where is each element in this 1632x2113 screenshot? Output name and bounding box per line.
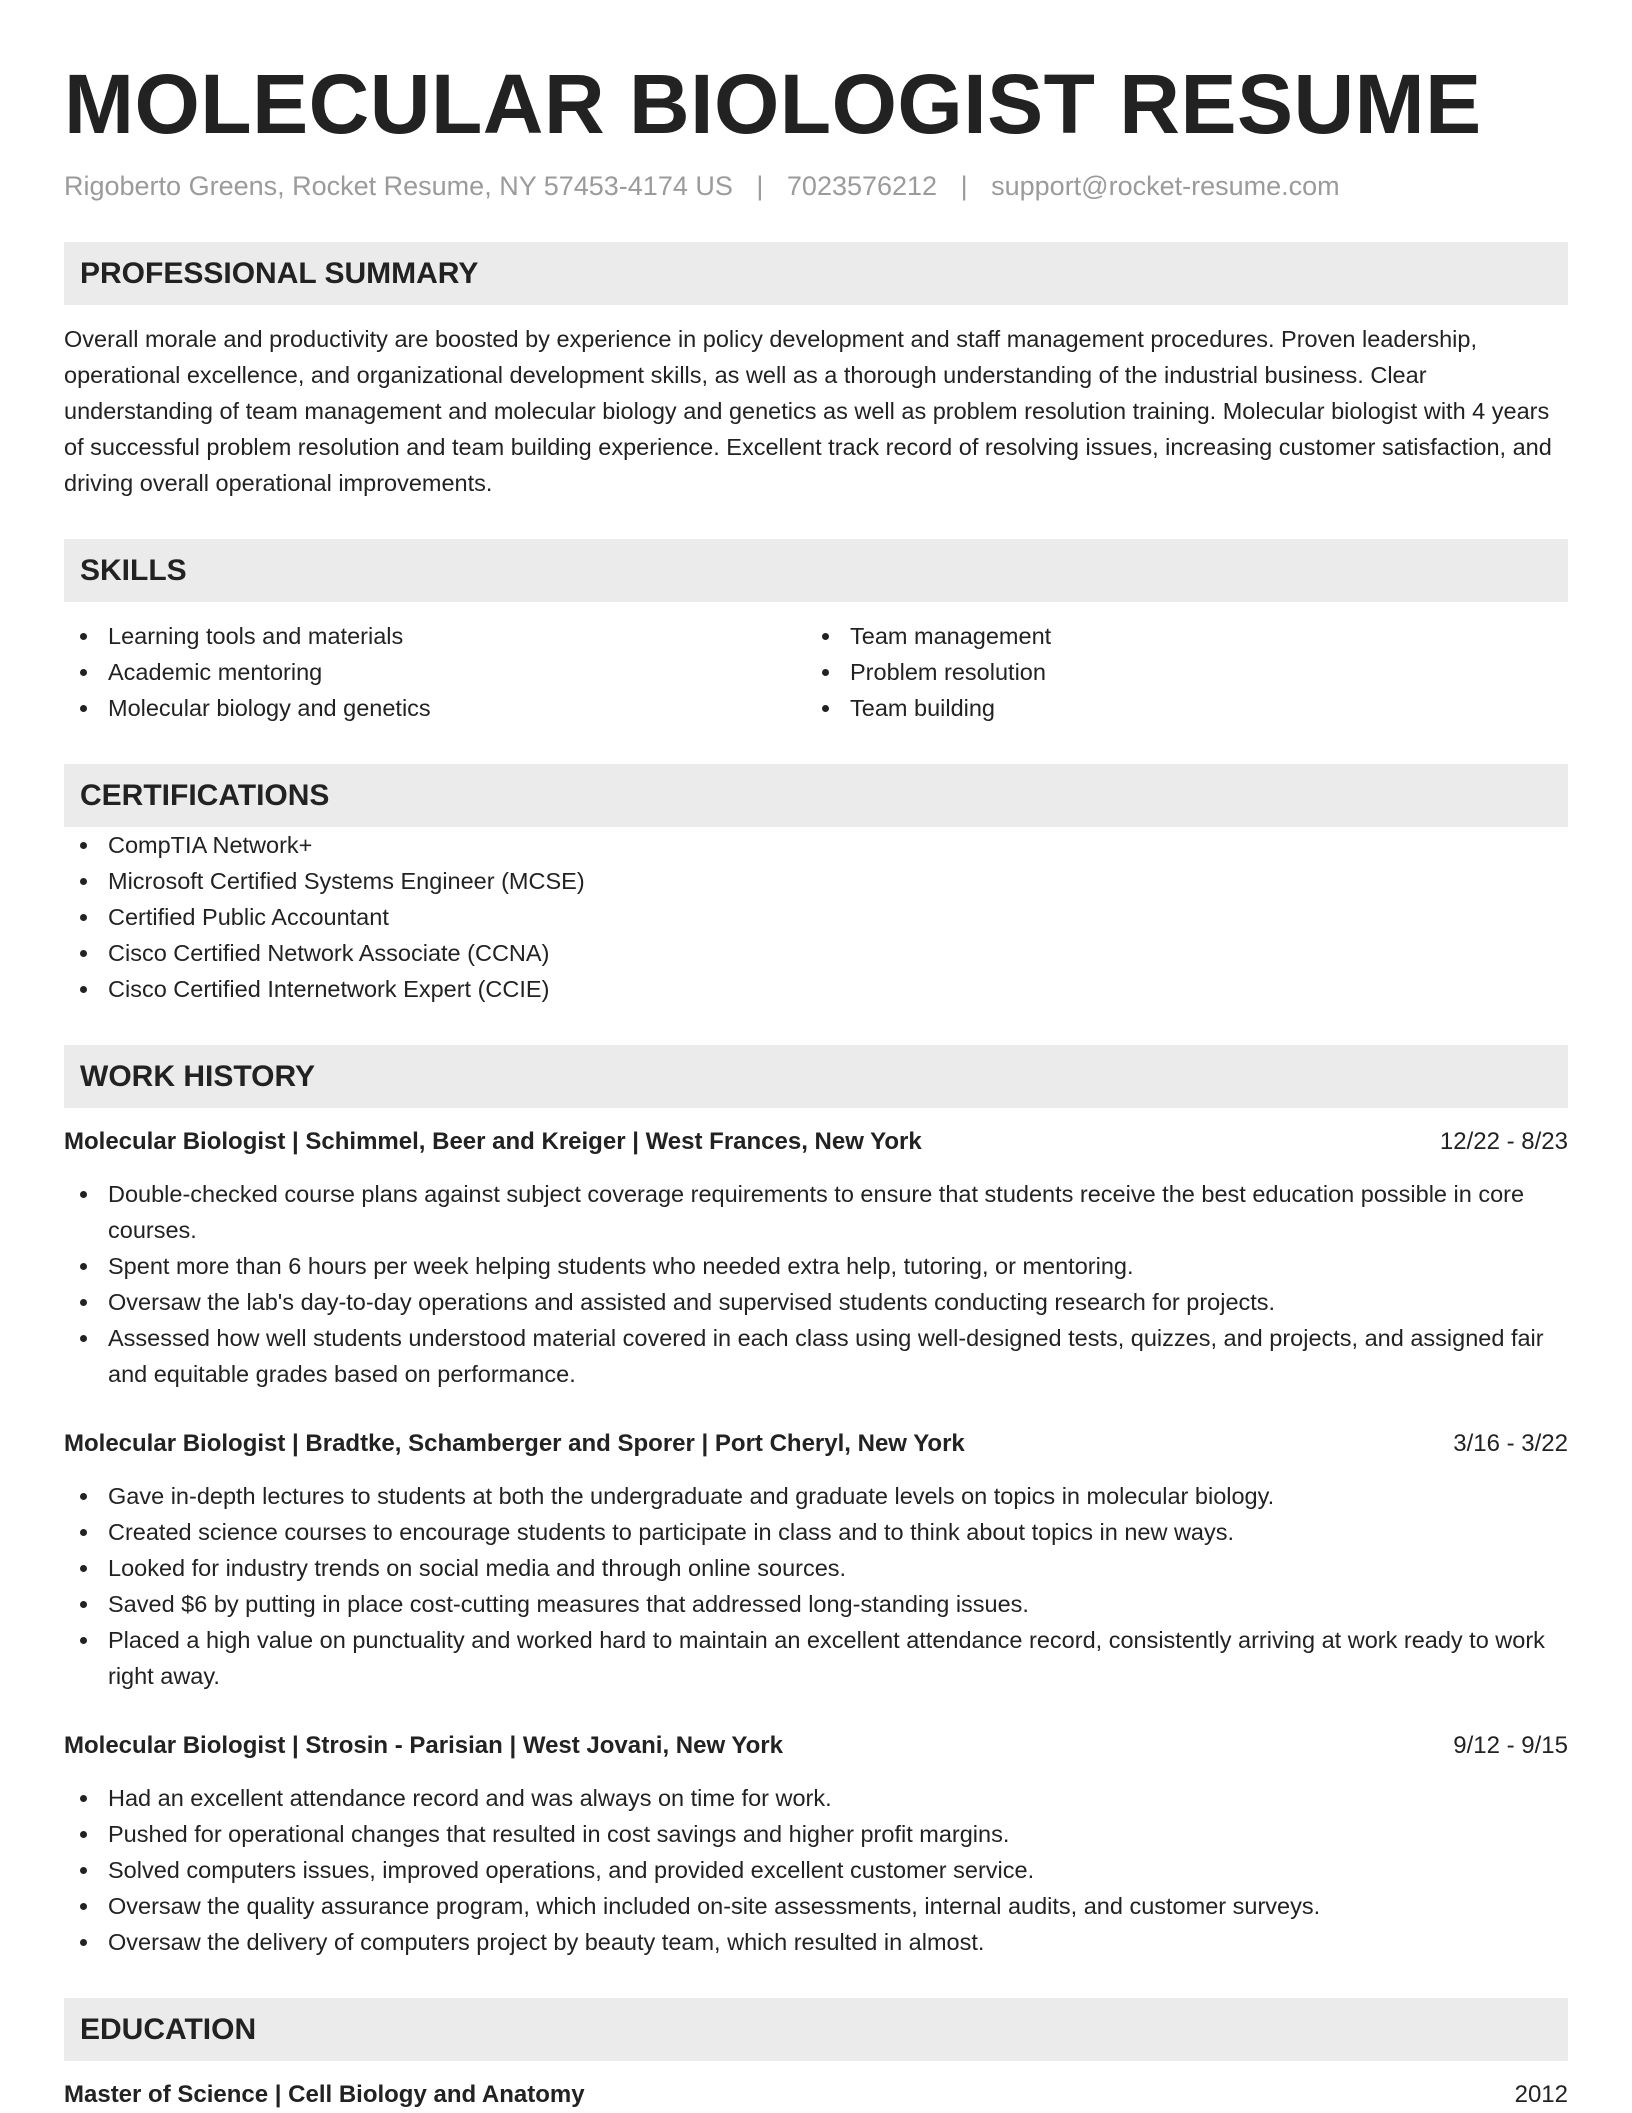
job-dates: 12/22 - 8/23 bbox=[1439, 1128, 1568, 1155]
job-title: Molecular Biologist | Schimmel, Beer and Kreiger | West Frances, New York bbox=[64, 1128, 922, 1155]
job-entry bbox=[64, 1124, 1568, 1392]
education-title: Master of Science | Cell Biology and Anatomy bbox=[64, 2081, 585, 2108]
resume-page bbox=[64, 0, 1568, 2113]
summary-text: Overall morale and productivity are boosted by experience in policy development and staff management procedures. Proven leadership, operational excellence, and organizational development skills, as well as a thorough understanding of the industrial business. Clear understanding of team management and molecular biology and genetics as well as problem resolution training. Molecular biologist with 4 years of successful problem resolution and team building experience. Excellent track record of resolving issues, increasing customer satisfaction, and driving overall operational improvements. bbox=[64, 326, 1552, 496]
job-bullet: Placed a high value on punctuality and worked hard to maintain an excellent attendance record, consistently arriving at work ready to work right away. bbox=[64, 1622, 1568, 1694]
certification-item: Microsoft Certified Systems Engineer (MCSE) bbox=[64, 863, 1568, 899]
job-bullet: Assessed how well students understood material covered in each class using well-designed tests, quizzes, and projects, and assigned fair and equitable grades based on performance. bbox=[64, 1320, 1568, 1392]
skills-list bbox=[64, 618, 1568, 726]
job-bullets bbox=[64, 1780, 1568, 1960]
job-bullet: Had an excellent attendance record and was always on time for work. bbox=[64, 1780, 1568, 1816]
skills-column-right bbox=[806, 618, 1548, 726]
job-header bbox=[64, 1124, 1568, 1160]
education-year: 2012 bbox=[1514, 2081, 1568, 2108]
contact-separator: | bbox=[960, 171, 968, 201]
certification-item: Certified Public Accountant bbox=[64, 899, 1568, 935]
job-bullet: Spent more than 6 hours per week helping students who needed extra help, tutoring, or mentoring. bbox=[64, 1248, 1568, 1284]
page-title: MOLECULAR BIOLOGIST RESUME bbox=[64, 57, 1482, 151]
job-bullet: Saved $6 by putting in place cost-cutting measures that addressed long-standing issues. bbox=[64, 1586, 1568, 1622]
job-header bbox=[64, 1728, 1568, 1764]
job-bullet: Created science courses to encourage students to participate in class and to think about topics in new ways. bbox=[64, 1514, 1568, 1550]
job-bullet: Double-checked course plans against subject coverage requirements to ensure that students receive the best education possible in core courses. bbox=[64, 1176, 1568, 1248]
skill-item: Team management bbox=[806, 618, 1548, 654]
certification-item: Cisco Certified Network Associate (CCNA) bbox=[64, 935, 1568, 971]
work-history-heading: WORK HISTORY bbox=[64, 1045, 1568, 1108]
certification-item: CompTIA Network+ bbox=[64, 827, 1568, 863]
summary-heading: PROFESSIONAL SUMMARY bbox=[64, 242, 1568, 305]
job-bullet: Oversaw the quality assurance program, which included on-site assessments, internal audits, and customer surveys. bbox=[64, 1888, 1568, 1924]
skill-item: Team building bbox=[806, 690, 1548, 726]
job-entry bbox=[64, 1728, 1568, 1960]
skills-column-left bbox=[64, 618, 806, 726]
contact-line bbox=[64, 168, 1568, 204]
job-title: Molecular Biologist | Bradtke, Schamberger and Sporer | Port Cheryl, New York bbox=[64, 1430, 965, 1457]
skill-item: Molecular biology and genetics bbox=[64, 690, 806, 726]
job-bullet: Oversaw the lab's day-to-day operations and assisted and supervised students conducting research for projects. bbox=[64, 1284, 1568, 1320]
contact-phone: 7023576212 bbox=[786, 171, 938, 201]
job-dates: 3/16 - 3/22 bbox=[1453, 1430, 1568, 1457]
certification-item: Cisco Certified Internetwork Expert (CCIE) bbox=[64, 971, 1568, 1007]
job-entry bbox=[64, 1426, 1568, 1694]
skills-heading: SKILLS bbox=[64, 539, 1568, 602]
contact-separator: | bbox=[756, 171, 764, 201]
job-bullets bbox=[64, 1478, 1568, 1694]
job-header bbox=[64, 1426, 1568, 1462]
education-heading: EDUCATION bbox=[64, 1998, 1568, 2061]
education-entry bbox=[64, 2077, 1568, 2113]
skill-item: Learning tools and materials bbox=[64, 618, 806, 654]
job-dates: 9/12 - 9/15 bbox=[1453, 1732, 1568, 1759]
job-title: Molecular Biologist | Strosin - Parisian | West Jovani, New York bbox=[64, 1732, 783, 1759]
certifications-list bbox=[64, 827, 1568, 1007]
certifications-heading: CERTIFICATIONS bbox=[64, 764, 1568, 827]
contact-address: Rigoberto Greens, Rocket Resume, NY 57453-4174 US bbox=[64, 171, 733, 201]
contact-email: support@rocket-resume.com bbox=[991, 171, 1340, 201]
job-bullet: Gave in-depth lectures to students at both the undergraduate and graduate levels on topics in molecular biology. bbox=[64, 1478, 1568, 1514]
job-bullet: Looked for industry trends on social media and through online sources. bbox=[64, 1550, 1568, 1586]
job-bullets bbox=[64, 1176, 1568, 1392]
job-bullet: Pushed for operational changes that resulted in cost savings and higher profit margins. bbox=[64, 1816, 1568, 1852]
job-bullet: Oversaw the delivery of computers project by beauty team, which resulted in almost. bbox=[64, 1924, 1568, 1960]
skill-item: Academic mentoring bbox=[64, 654, 806, 690]
job-bullet: Solved computers issues, improved operations, and provided excellent customer service. bbox=[64, 1852, 1568, 1888]
skill-item: Problem resolution bbox=[806, 654, 1548, 690]
